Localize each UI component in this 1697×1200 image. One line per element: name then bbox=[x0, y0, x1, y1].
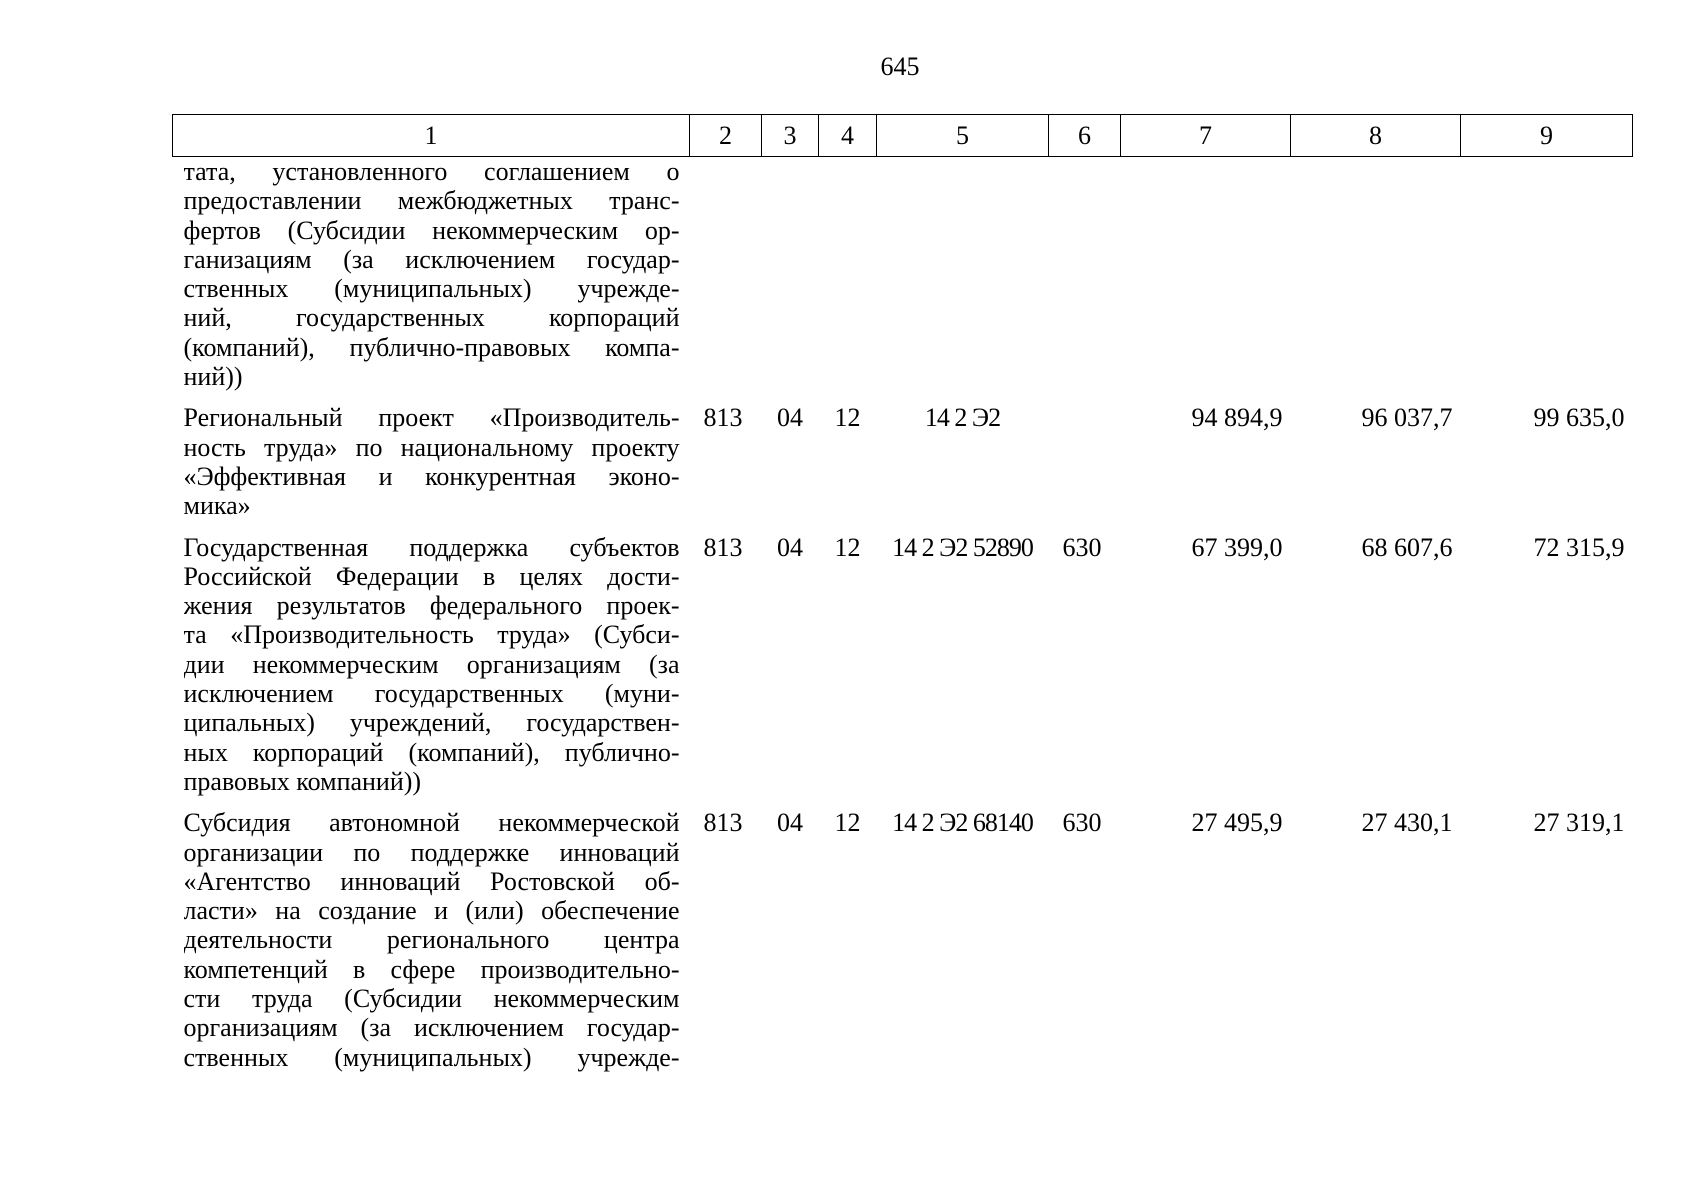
description-line: Региональный проект «Производитель- bbox=[183, 403, 680, 433]
column-header-5: 5 bbox=[877, 115, 1049, 157]
description-line: дии некоммерческим организациям (за bbox=[183, 649, 680, 679]
amount-year-2: 68 607,6 bbox=[1361, 532, 1453, 562]
target-article-code: 14 2 Э2 68140 bbox=[892, 808, 1033, 838]
amount-year-3: 99 635,0 bbox=[1533, 403, 1625, 433]
section-code: 04 bbox=[777, 403, 803, 433]
ministry-code: 813 bbox=[703, 532, 743, 562]
description-line: «Агентство инноваций Ростовской об- bbox=[183, 866, 680, 896]
amount-year-1: 27 495,9 bbox=[1191, 808, 1283, 838]
subsection-code bbox=[819, 157, 877, 392]
description-line: та «Производительность труда» (Субси- bbox=[183, 620, 680, 650]
column-number-header-row bbox=[173, 115, 1633, 157]
table-row bbox=[173, 521, 1633, 797]
row-description bbox=[173, 157, 690, 392]
column-header-9: 9 bbox=[1461, 115, 1633, 157]
expense-type-code bbox=[1049, 391, 1121, 520]
amount-year-3: 27 319,1 bbox=[1533, 808, 1625, 838]
section-code bbox=[762, 157, 819, 392]
description-line: исключением государственных (муни- bbox=[183, 679, 680, 709]
description-line: жения результатов федерального проек- bbox=[183, 591, 680, 621]
description-line: ласти» на создание и (или) обеспечение bbox=[183, 896, 680, 926]
table-row bbox=[173, 391, 1633, 520]
description-line: сти труда (Субсидии некоммерческим bbox=[183, 984, 680, 1014]
section-code: 04 bbox=[777, 532, 803, 562]
description-line: ганизациям (за исключением государ- bbox=[183, 244, 680, 274]
description-line: Государственная поддержка субъектов bbox=[183, 532, 680, 562]
column-header-1: 1 bbox=[173, 115, 690, 157]
page-number: 645 bbox=[880, 52, 920, 81]
column-header-7: 7 bbox=[1121, 115, 1291, 157]
column-header-3: 3 bbox=[762, 115, 819, 157]
row-description bbox=[173, 521, 690, 797]
budget-table bbox=[172, 114, 1633, 1072]
description-line: компетенций в сфере производительно- bbox=[183, 954, 680, 984]
description-line: деятельности регионального центра bbox=[183, 925, 680, 955]
subsection-code: 12 bbox=[834, 403, 861, 433]
amount-year-1: 94 894,9 bbox=[1191, 403, 1283, 433]
amount-year-2: 96 037,7 bbox=[1361, 403, 1453, 433]
amount-year-3: 72 315,9 bbox=[1533, 532, 1625, 562]
amount-year-1: 67 399,0 bbox=[1191, 532, 1283, 562]
column-header-8: 8 bbox=[1291, 115, 1461, 157]
amount-year-2: 27 430,1 bbox=[1361, 808, 1453, 838]
description-line: ственных (муниципальных) учрежде- bbox=[183, 274, 680, 304]
target-article-code bbox=[877, 157, 1049, 392]
column-header-2: 2 bbox=[690, 115, 762, 157]
section-code: 04 bbox=[777, 808, 803, 838]
description-line: ственных (муниципальных) учрежде- bbox=[183, 1042, 680, 1072]
description-line: ных корпораций (компаний), публично- bbox=[183, 737, 680, 767]
expense-type-code: 630 bbox=[1062, 808, 1102, 838]
ministry-code: 813 bbox=[703, 403, 743, 433]
target-article-code: 14 2 Э2 bbox=[924, 403, 1001, 433]
description-line: организациям (за исключением государ- bbox=[183, 1013, 680, 1043]
table-row bbox=[173, 796, 1633, 1072]
amount-year-2 bbox=[1291, 157, 1461, 392]
description-line: мика» bbox=[183, 491, 251, 521]
column-header-6: 6 bbox=[1049, 115, 1121, 157]
row-description bbox=[173, 796, 690, 1072]
ministry-code bbox=[690, 157, 762, 392]
description-line: (компаний), публично-правовых компа- bbox=[183, 332, 680, 362]
description-line: предоставлении межбюджетных транс- bbox=[183, 186, 680, 216]
description-line: организации по поддержке инноваций bbox=[183, 837, 680, 867]
subsection-code: 12 bbox=[834, 808, 861, 838]
description-line: ний, государственных корпораций bbox=[183, 303, 680, 333]
description-line: Российской Федерации в целях дости- bbox=[183, 561, 680, 591]
subsection-code: 12 bbox=[834, 532, 861, 562]
description-line: фертов (Субсидии некоммерческим ор- bbox=[183, 215, 680, 245]
row-description bbox=[173, 391, 690, 520]
description-line: ципальных) учреждений, государствен- bbox=[183, 708, 680, 738]
description-line: правовых компаний)) bbox=[183, 766, 422, 796]
description-line: Субсидия автономной некоммерческой bbox=[183, 808, 680, 838]
amount-year-3 bbox=[1461, 157, 1633, 392]
expense-type-code: 630 bbox=[1062, 532, 1102, 562]
description-line: «Эффективная и конкурентная эконо- bbox=[183, 461, 680, 491]
target-article-code: 14 2 Э2 52890 bbox=[892, 532, 1033, 562]
column-header-4: 4 bbox=[819, 115, 877, 157]
description-line: ний)) bbox=[183, 362, 243, 392]
amount-year-1 bbox=[1121, 157, 1291, 392]
expense-type-code bbox=[1049, 157, 1121, 392]
description-line: ность труда» по национальному проекту bbox=[183, 432, 680, 462]
budget-table-container bbox=[172, 114, 1633, 1072]
table-row bbox=[173, 157, 1633, 392]
ministry-code: 813 bbox=[703, 808, 743, 838]
description-line: тата, установленного соглашением о bbox=[183, 157, 680, 186]
